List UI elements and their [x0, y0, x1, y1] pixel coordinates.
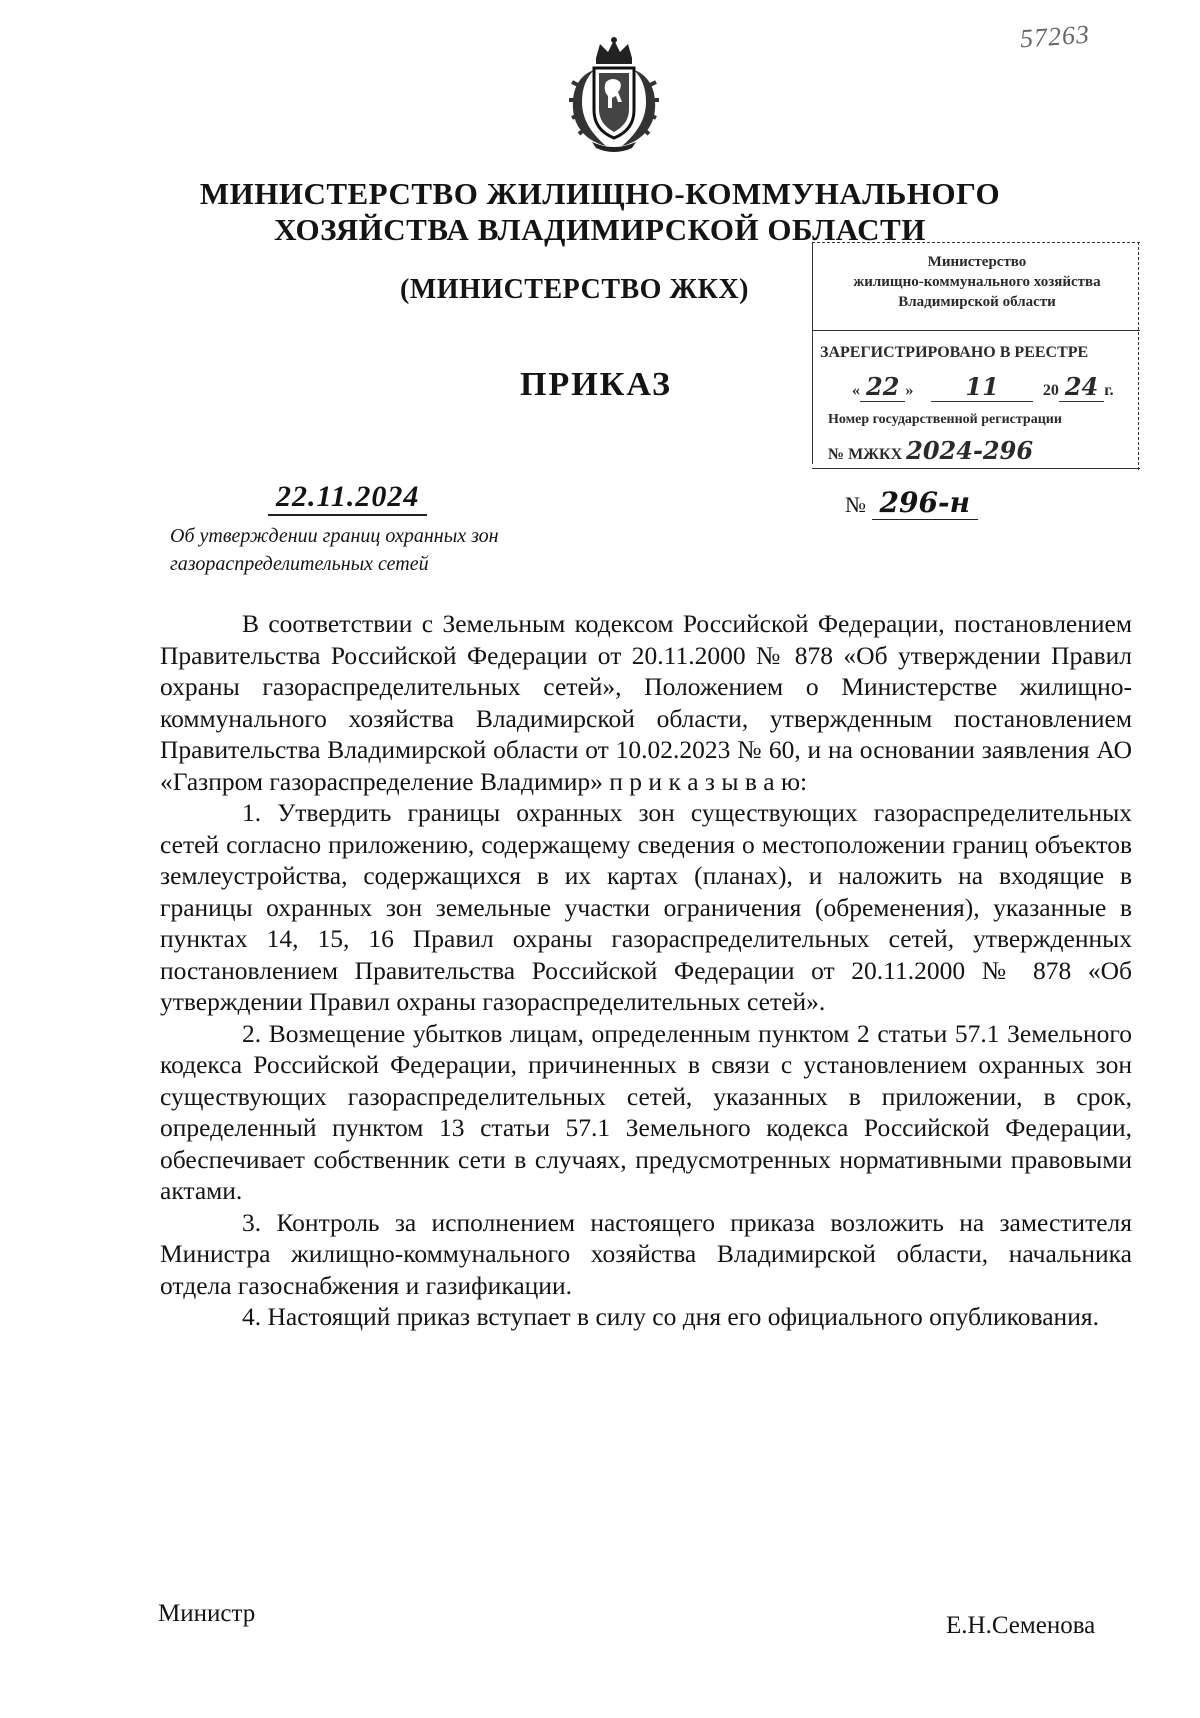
ministry-short-name: (МИНИСТЕРСТВО ЖКХ) — [400, 274, 749, 305]
order-item-1: 1. Утвердить границы охранных зон существующих газораспределительных сетей согласно приложению, содержащему сведения о местоположении границ объектов землеустройства, содержащихся в их картах (планах), и наложить на входящие в границы охранных зон земельные участки ограничения (обременения), указанные в пунктах 14, 15, 16 Правил охраны газораспределительных сетей, утвержденных постановлением Правительства Российской Федерации от 20.11.2000 № 878 «Об утверждении Правил охраны газораспределительных сетей». — [160, 798, 1132, 1016]
document-subject — [170, 522, 499, 578]
stamp-org-line: Министерство — [927, 254, 1027, 270]
order-item-2: 2. Возмещение убытков лицам, определенным пунктом 2 статьи 57.1 Земельного кодекса Российской Федерации, причиненных в связи с установлением охранных зон существующих газораспределительных сетей, указанных в приложении, в срок, определенный пунктом 13 статьи 57.1 Земельного кодекса Российской Федерации, обеспечивает собственник сети в случаях, предусмотренных нормативными правовыми актами. — [160, 1018, 1132, 1205]
stamp-registered-label: ЗАРЕГИСТРИРОВАНО В РЕЕСТРЕ — [820, 344, 1089, 361]
registration-stamp — [812, 242, 1142, 476]
stamp-date-month: 11 — [931, 372, 1032, 402]
handwritten-corner-mark: 57263 — [1019, 19, 1091, 54]
stamp-org-line: жилищно-коммунального хозяйства — [853, 274, 1101, 290]
stamp-date-year-unit: г. — [1104, 382, 1114, 399]
stamp-registration-number — [828, 436, 1033, 465]
document-body — [160, 608, 1132, 1333]
ministry-title — [170, 176, 1030, 248]
order-title: ПРИКАЗ — [520, 366, 672, 403]
signer-name: Е.Н.Семенова — [946, 1612, 1096, 1639]
stamp-date-year-prefix: 20 — [1042, 382, 1059, 399]
document-number — [845, 486, 978, 519]
document-number-value: 296-н — [872, 486, 978, 520]
stamp-date-quote-open: « — [852, 382, 860, 399]
stamp-organization — [818, 252, 1136, 312]
stamp-date-year-suffix: 24 — [1059, 372, 1104, 402]
stamp-org-line: Владимирской области — [898, 294, 1056, 310]
stamp-border — [1138, 242, 1141, 470]
order-item-3: 3. Контроль за исполнением настоящего приказа возложить на заместителя Министра жилищно-коммунального хозяйства Владимирской области, начальника отдела газоснабжения и газификации. — [160, 1207, 1132, 1300]
stamp-divider — [812, 330, 1140, 333]
stamp-date-quote-close: » — [905, 382, 914, 399]
stamp-registration-date — [852, 372, 1114, 402]
stamp-border — [812, 242, 1140, 245]
stamp-number-value: 2024-296 — [906, 436, 1034, 465]
stamp-date-day: 22 — [860, 372, 905, 402]
subject-line: газораспределительных сетей — [170, 553, 429, 575]
stamp-registration-number-label: Номер государственной регистрации — [828, 412, 1062, 427]
stamp-border — [812, 242, 815, 464]
ministry-title-line: ХОЗЯЙСТВА ВЛАДИМИРСКОЙ ОБЛАСТИ — [274, 212, 926, 247]
document-date: 22.11.2024 — [268, 480, 427, 516]
stamp-number-prefix: № МЖКХ — [828, 446, 903, 463]
coat-of-arms-icon — [566, 36, 662, 152]
document-number-prefix: № — [845, 492, 866, 517]
order-item-4: 4. Настоящий приказ вступает в силу со дня его официального опубликования. — [242, 1302, 1099, 1331]
signer-title: Министр — [158, 1600, 256, 1627]
subject-line: Об утверждении границ охранных зон — [170, 525, 499, 547]
ministry-title-line: МИНИСТЕРСТВО ЖИЛИЩНО-КОММУНАЛЬНОГО — [199, 176, 1001, 211]
stamp-border — [812, 468, 1140, 471]
preamble-paragraph: В соответствии с Земельным кодексом Российской Федерации, постановлением Правительства Российской Федерации от 20.11.2000 № 878 «Об утверждении Правил охраны газораспределительных сетей», Положением о Министерстве жилищно-коммунального хозяйства Владимирской области, утвержденным постановлением Правительства Владимирской области от 10.02.2023 № 60, и на основании заявления АО «Газпром газораспределение Владимир» п р и к а з ы в а ю: — [160, 609, 1132, 796]
